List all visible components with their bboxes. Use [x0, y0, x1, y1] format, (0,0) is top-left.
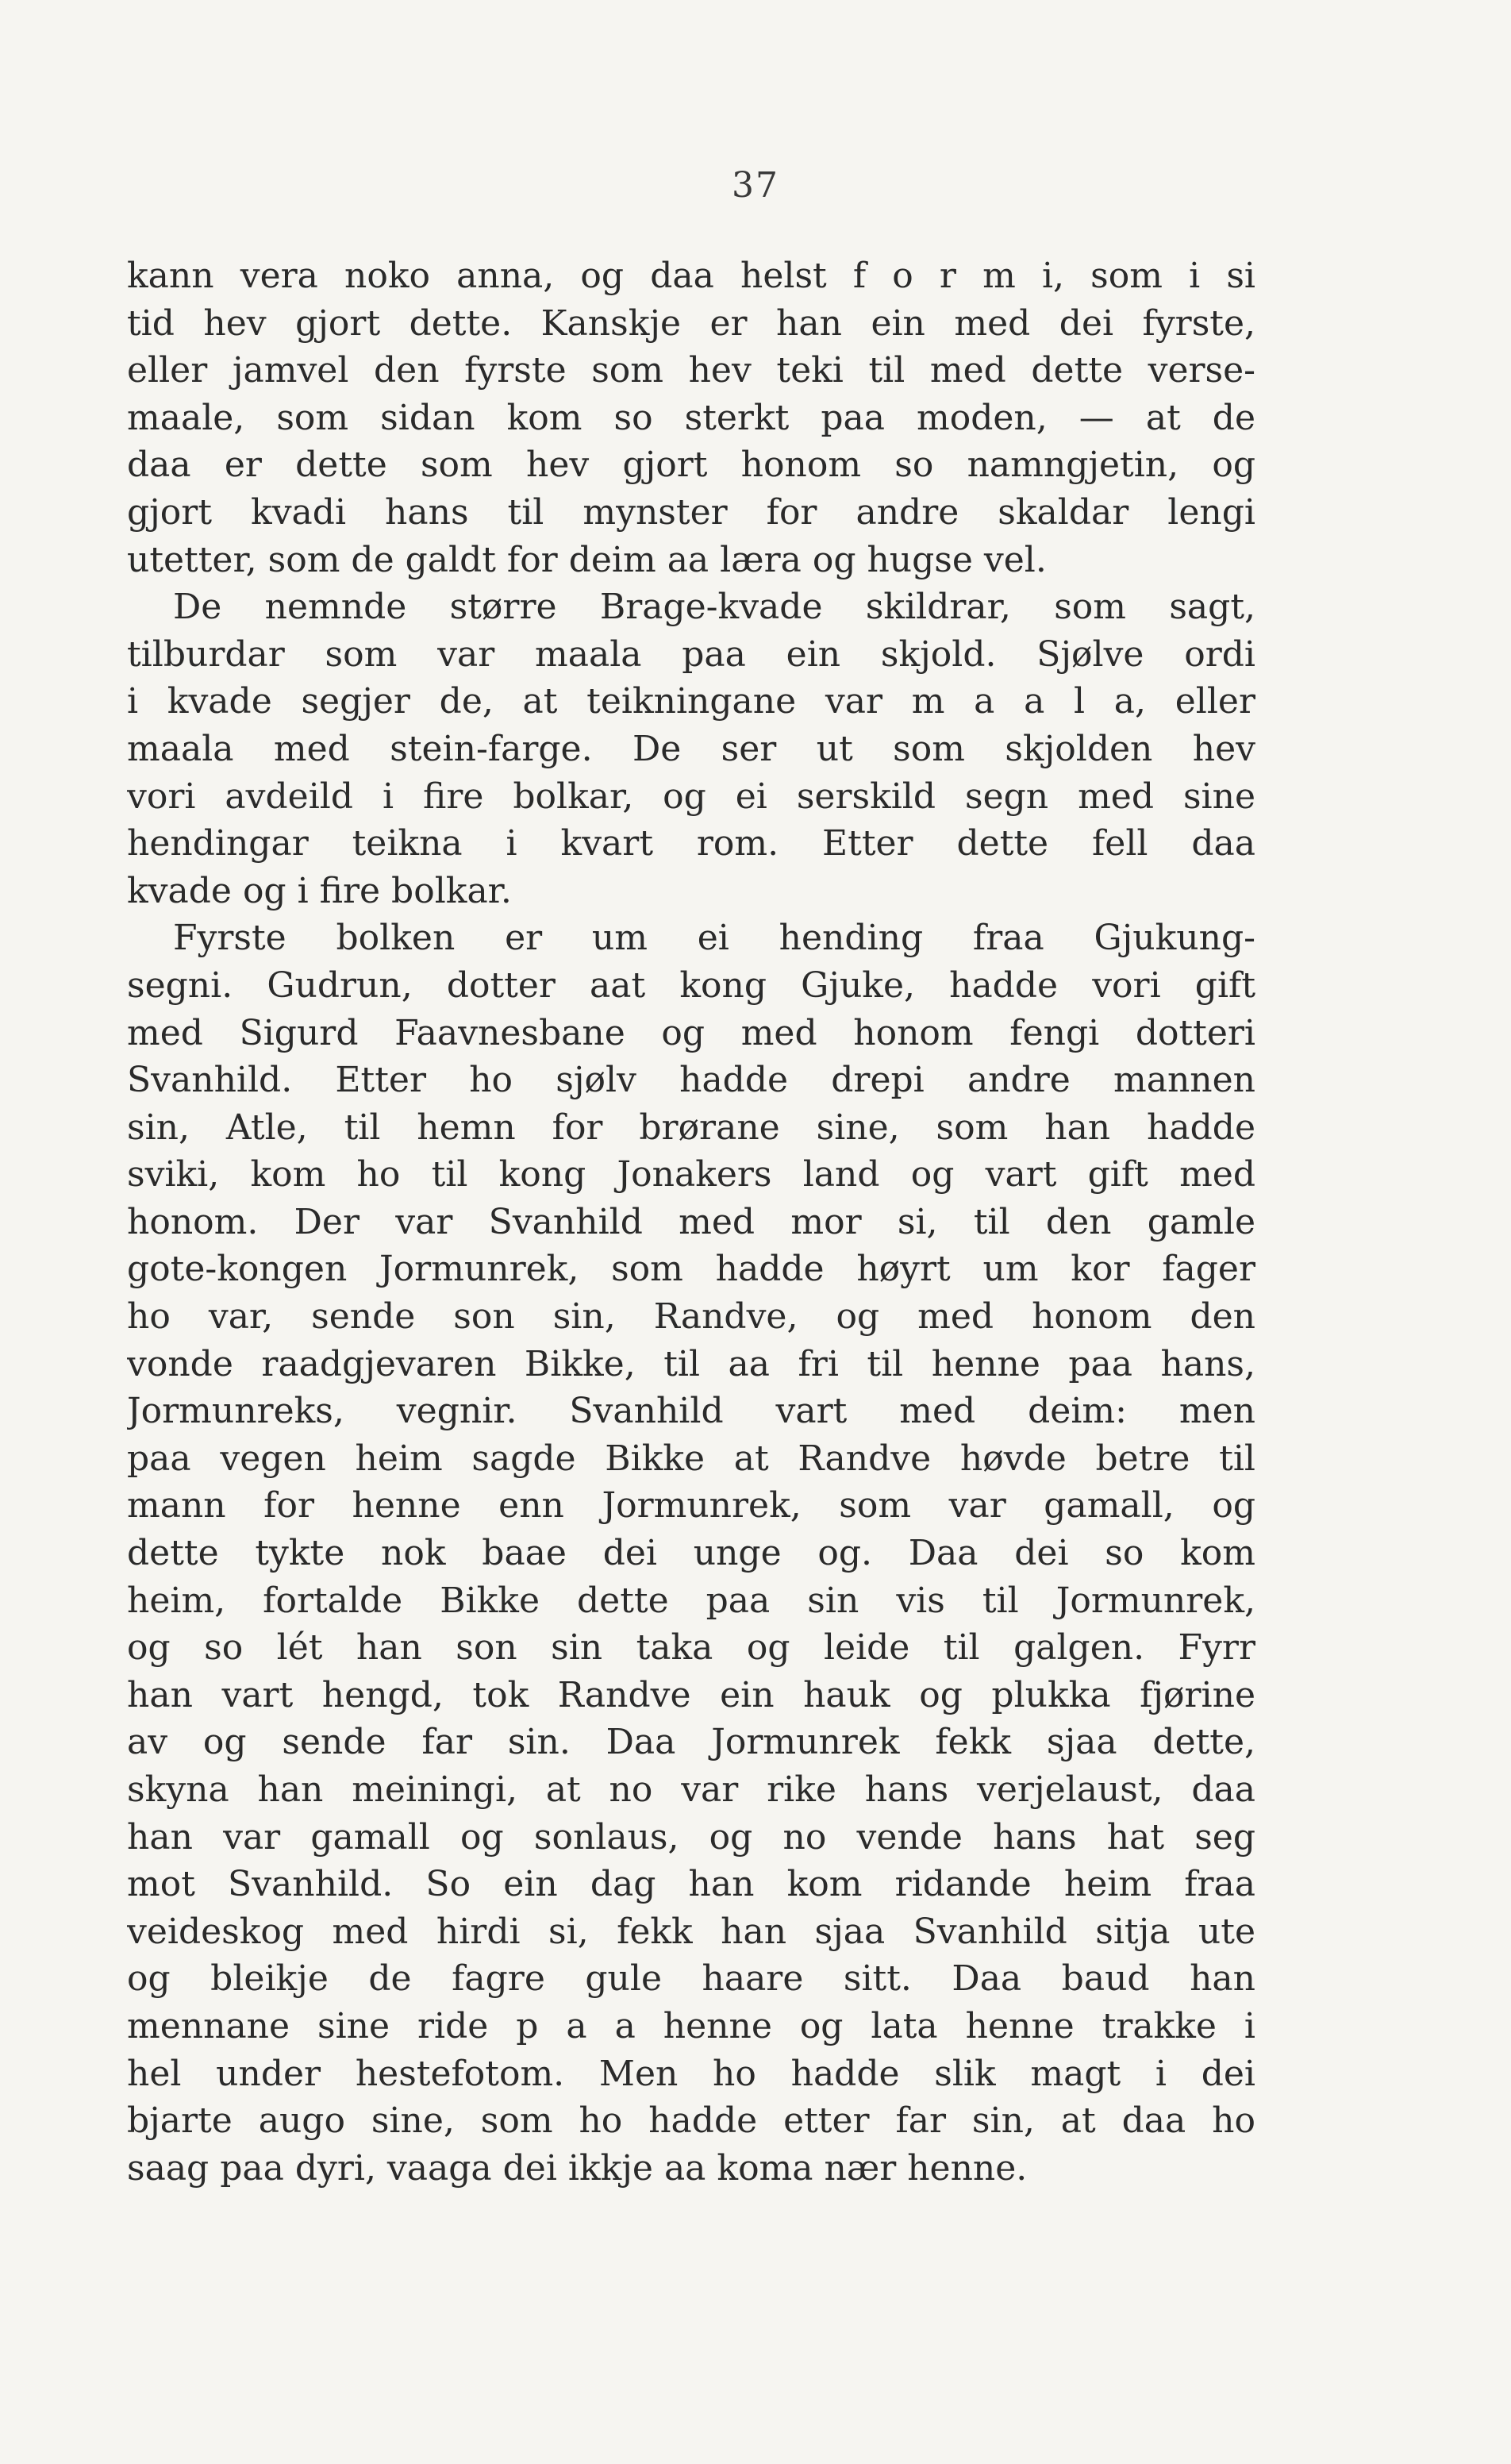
text-line: bjarte augo sine, som ho hadde etter far sin, at daa ho: [127, 2100, 1255, 2142]
text-line: heim, fortalde Bikke dette paa sin vis til Jormunrek,: [127, 1580, 1255, 1621]
text-line: Fyrste bolken er um ei hending fraa Gjukung-: [173, 918, 1255, 959]
text-line: sin, Atle, til hemn for brørane sine, som han hadde: [127, 1107, 1255, 1148]
text-line: sviki, kom ho til kong Jonakers land og vart gift med: [127, 1154, 1255, 1195]
text-line: kvade og i fire bolkar.: [127, 870, 512, 911]
text-line: hel under hestefotom. Men ho hadde slik magt i dei: [127, 2053, 1255, 2094]
page-number: 37: [732, 165, 779, 206]
text-line: og bleikje de fagre gule haare sitt. Daa baud han: [127, 1958, 1255, 2000]
text-line: han var gamall og sonlaus, og no vende hans hat seg: [127, 1816, 1255, 1858]
text-line: mennane sine ride p a a henne og lata henne trakke i: [127, 2005, 1255, 2046]
text-line: maala med stein-farge. De ser ut som skjolden hev: [127, 728, 1255, 769]
text-line: utetter, som de galdt for deim aa læra og hugse vel.: [127, 539, 1047, 580]
text-line: tid hev gjort dette. Kanskje er han ein med dei fyrste,: [127, 302, 1255, 344]
text-line: kann vera noko anna, og daa helst f o r m i, som i si: [127, 256, 1255, 296]
body-text: [127, 252, 1255, 2192]
text-line: veideskog med hirdi si, fekk han sjaa Svanhild sitja ute: [127, 1911, 1255, 1952]
text-line: med Sigurd Faavnesbane og med honom fengi dotteri: [127, 1012, 1255, 1053]
text-line: vonde raadgjevaren Bikke, til aa fri til henne paa hans,: [127, 1343, 1255, 1384]
text-line: av og sende far sin. Daa Jormunrek fekk sjaa dette,: [127, 1722, 1255, 1763]
text-line: og so lét han son sin taka og leide til galgen. Fyrr: [127, 1627, 1255, 1669]
text-line: paa vegen heim sagde Bikke at Randve høvde betre til: [127, 1438, 1255, 1479]
text-line: dette tykte nok baae dei unge og. Daa dei so kom: [127, 1533, 1255, 1574]
text-line: han vart hengd, tok Randve ein hauk og plukka fjørine: [127, 1674, 1255, 1715]
text-line: honom. Der var Svanhild med mor si, til den gamle: [127, 1201, 1255, 1242]
text-line: gote-kongen Jormunrek, som hadde høyrt um kor fager: [127, 1249, 1255, 1290]
text-line: mann for henne enn Jormunrek, som var gamall, og: [127, 1485, 1255, 1527]
text-line: hendingar teikna i kvart rom. Etter dette fell daa: [127, 823, 1255, 864]
text-line: tilburdar som var maala paa ein skjold. Sjølve ordi: [127, 633, 1255, 675]
text-line: saag paa dyri, vaaga dei ikkje aa koma nær henne.: [127, 2147, 1028, 2189]
text-line: ho var, sende son sin, Randve, og med honom den: [127, 1296, 1255, 1338]
text-line: skyna han meiningi, at no var rike hans verjelaust, daa: [127, 1769, 1255, 1810]
text-line: mot Svanhild. So ein dag han kom ridande heim fraa: [127, 1864, 1255, 1905]
text-line: Jormunreks, vegnir. Svanhild vart med deim: men: [127, 1391, 1255, 1432]
text-line: maale, som sidan kom so sterkt paa moden, — at de: [127, 397, 1255, 438]
text-line: i kvade segjer de, at teikningane var m a a l a, eller: [127, 681, 1255, 722]
text-line: gjort kvadi hans til mynster for andre skaldar lengi: [127, 491, 1255, 533]
text-line: eller jamvel den fyrste som hev teki til med dette verse-: [127, 350, 1255, 391]
text-line: De nemnde større Brage-kvade skildrar, som sagt,: [173, 587, 1255, 628]
text-line: Svanhild. Etter ho sjølv hadde drepi andre mannen: [127, 1060, 1255, 1101]
text-line: segni. Gudrun, dotter aat kong Gjuke, hadde vori gift: [127, 964, 1255, 1006]
text-line: vori avdeild i fire bolkar, og ei serskild segn med sine: [127, 776, 1255, 817]
text-line: daa er dette som hev gjort honom so namngjetin, og: [127, 445, 1255, 486]
